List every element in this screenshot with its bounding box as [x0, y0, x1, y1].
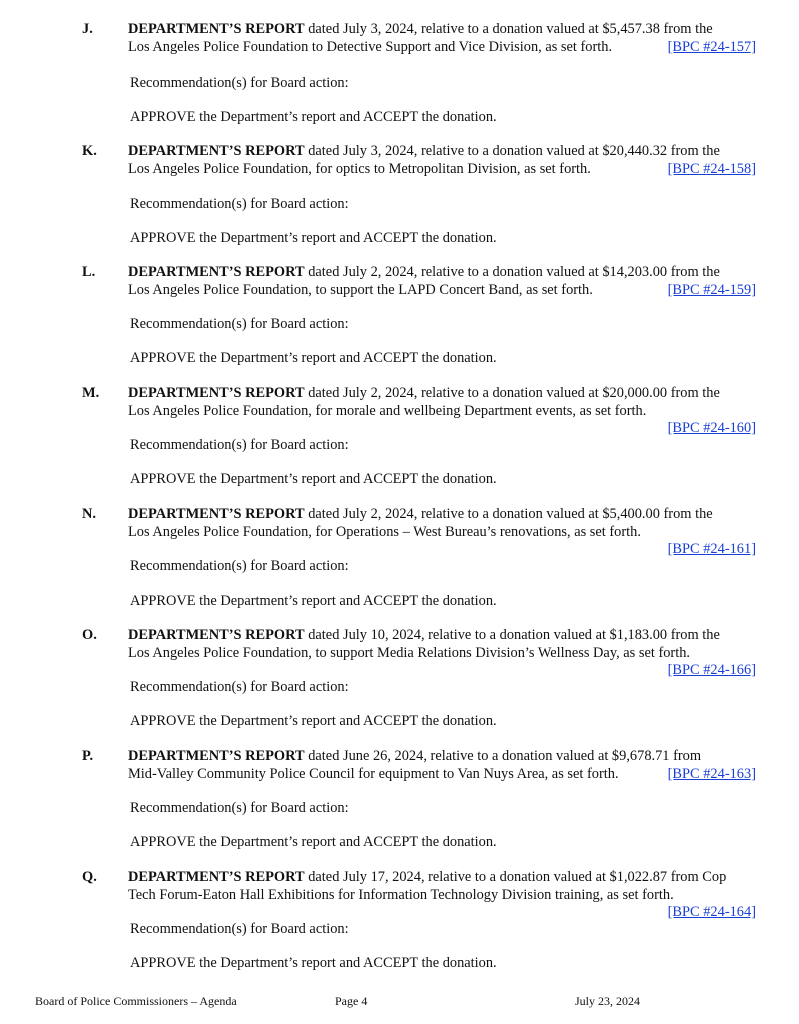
item-heading: DEPARTMENT’S REPORT: [128, 143, 305, 159]
bpc-reference-link[interactable]: [BPC #24-166]: [667, 662, 756, 678]
item-line-2: Los Angeles Police Foundation, for Operations – West Bureau’s renovations, as set forth.: [128, 524, 641, 540]
bpc-reference-link[interactable]: [BPC #24-163]: [667, 766, 756, 782]
recommendation-label: Recommendation(s) for Board action:: [130, 679, 349, 695]
item-line-2: Los Angeles Police Foundation, for morale and wellbeing Department events, as set forth.: [128, 403, 647, 419]
item-line-1: [128, 747, 701, 765]
bpc-reference-link[interactable]: [BPC #24-161]: [667, 541, 756, 557]
recommendation-label: Recommendation(s) for Board action:: [130, 75, 349, 91]
item-line-1-text: dated July 3, 2024, relative to a donation valued at $5,457.38 from the: [304, 21, 713, 37]
item-heading: DEPARTMENT’S REPORT: [128, 21, 305, 37]
recommendation-text: APPROVE the Department’s report and ACCEPT the donation.: [130, 350, 497, 366]
item-line-2: Los Angeles Police Foundation, to support Media Relations Division’s Wellness Day, as set forth.: [128, 645, 691, 661]
item-line-2: Los Angeles Police Foundation, to support the LAPD Concert Band, as set forth.: [128, 282, 593, 298]
recommendation-label: Recommendation(s) for Board action:: [130, 558, 349, 574]
item-line-2: Los Angeles Police Foundation, for optics to Metropolitan Division, as set forth.: [128, 161, 591, 177]
item-line-1-text: dated June 26, 2024, relative to a donation valued at $9,678.71 from: [304, 748, 702, 764]
recommendation-text: APPROVE the Department’s report and ACCEPT the donation.: [130, 593, 497, 609]
recommendation-label: Recommendation(s) for Board action:: [130, 437, 349, 453]
bpc-reference-link[interactable]: [BPC #24-157]: [667, 39, 756, 55]
recommendation-text: APPROVE the Department’s report and ACCEPT the donation.: [130, 713, 497, 729]
recommendation-text: APPROVE the Department’s report and ACCEPT the donation.: [130, 471, 497, 487]
item-line-1-text: dated July 10, 2024, relative to a donation valued at $1,183.00 from the: [304, 627, 720, 643]
bpc-reference-link[interactable]: [BPC #24-158]: [667, 161, 756, 177]
item-line-1: [128, 505, 713, 523]
bpc-reference-link[interactable]: [BPC #24-164]: [667, 904, 756, 920]
recommendation-text: APPROVE the Department’s report and ACCEPT the donation.: [130, 955, 497, 971]
item-line-1: [128, 20, 713, 38]
item-heading: DEPARTMENT’S REPORT: [128, 748, 305, 764]
item-heading: DEPARTMENT’S REPORT: [128, 385, 305, 401]
recommendation-label: Recommendation(s) for Board action:: [130, 196, 349, 212]
item-line-1-text: dated July 3, 2024, relative to a donation valued at $20,440.32 from the: [304, 143, 720, 159]
item-line-1-text: dated July 17, 2024, relative to a donation valued at $1,022.87 from Cop: [304, 869, 727, 885]
item-letter: N.: [82, 506, 96, 522]
recommendation-text: APPROVE the Department’s report and ACCEPT the donation.: [130, 834, 497, 850]
item-line-1: [128, 384, 720, 402]
item-letter: O.: [82, 627, 97, 643]
footer-page-number: Page 4: [335, 994, 368, 1008]
item-line-2: Mid-Valley Community Police Council for equipment to Van Nuys Area, as set forth.: [128, 766, 619, 782]
item-heading: DEPARTMENT’S REPORT: [128, 869, 305, 885]
item-letter: P.: [82, 748, 94, 764]
item-letter: Q.: [82, 869, 97, 885]
recommendation-label: Recommendation(s) for Board action:: [130, 921, 349, 937]
item-line-2: Tech Forum-Eaton Hall Exhibitions for Information Technology Division training, as set forth.: [128, 887, 674, 903]
item-letter: J.: [82, 21, 93, 37]
footer-date: July 23, 2024: [575, 994, 641, 1008]
item-line-1: [128, 142, 720, 160]
bpc-reference-link[interactable]: [BPC #24-159]: [667, 282, 756, 298]
item-letter: L.: [82, 264, 96, 280]
recommendation-label: Recommendation(s) for Board action:: [130, 316, 349, 332]
item-line-1: [128, 263, 720, 281]
item-heading: DEPARTMENT’S REPORT: [128, 627, 305, 643]
item-heading: DEPARTMENT’S REPORT: [128, 264, 305, 280]
item-line-1-text: dated July 2, 2024, relative to a donation valued at $5,400.00 from the: [304, 506, 713, 522]
item-letter: M.: [82, 385, 100, 401]
item-letter: K.: [82, 143, 97, 159]
recommendation-text: APPROVE the Department’s report and ACCEPT the donation.: [130, 109, 497, 125]
item-heading: DEPARTMENT’S REPORT: [128, 506, 305, 522]
recommendation-label: Recommendation(s) for Board action:: [130, 800, 349, 816]
item-line-1-text: dated July 2, 2024, relative to a donation valued at $20,000.00 from the: [304, 385, 720, 401]
bpc-reference-link[interactable]: [BPC #24-160]: [667, 420, 756, 436]
item-line-2: Los Angeles Police Foundation to Detective Support and Vice Division, as set forth.: [128, 39, 613, 55]
recommendation-text: APPROVE the Department’s report and ACCEPT the donation.: [130, 230, 497, 246]
item-line-1-text: dated July 2, 2024, relative to a donation valued at $14,203.00 from the: [304, 264, 720, 280]
item-line-1: [128, 626, 720, 644]
item-line-1: [128, 868, 726, 886]
footer-agenda-title: Board of Police Commissioners – Agenda: [35, 994, 237, 1008]
